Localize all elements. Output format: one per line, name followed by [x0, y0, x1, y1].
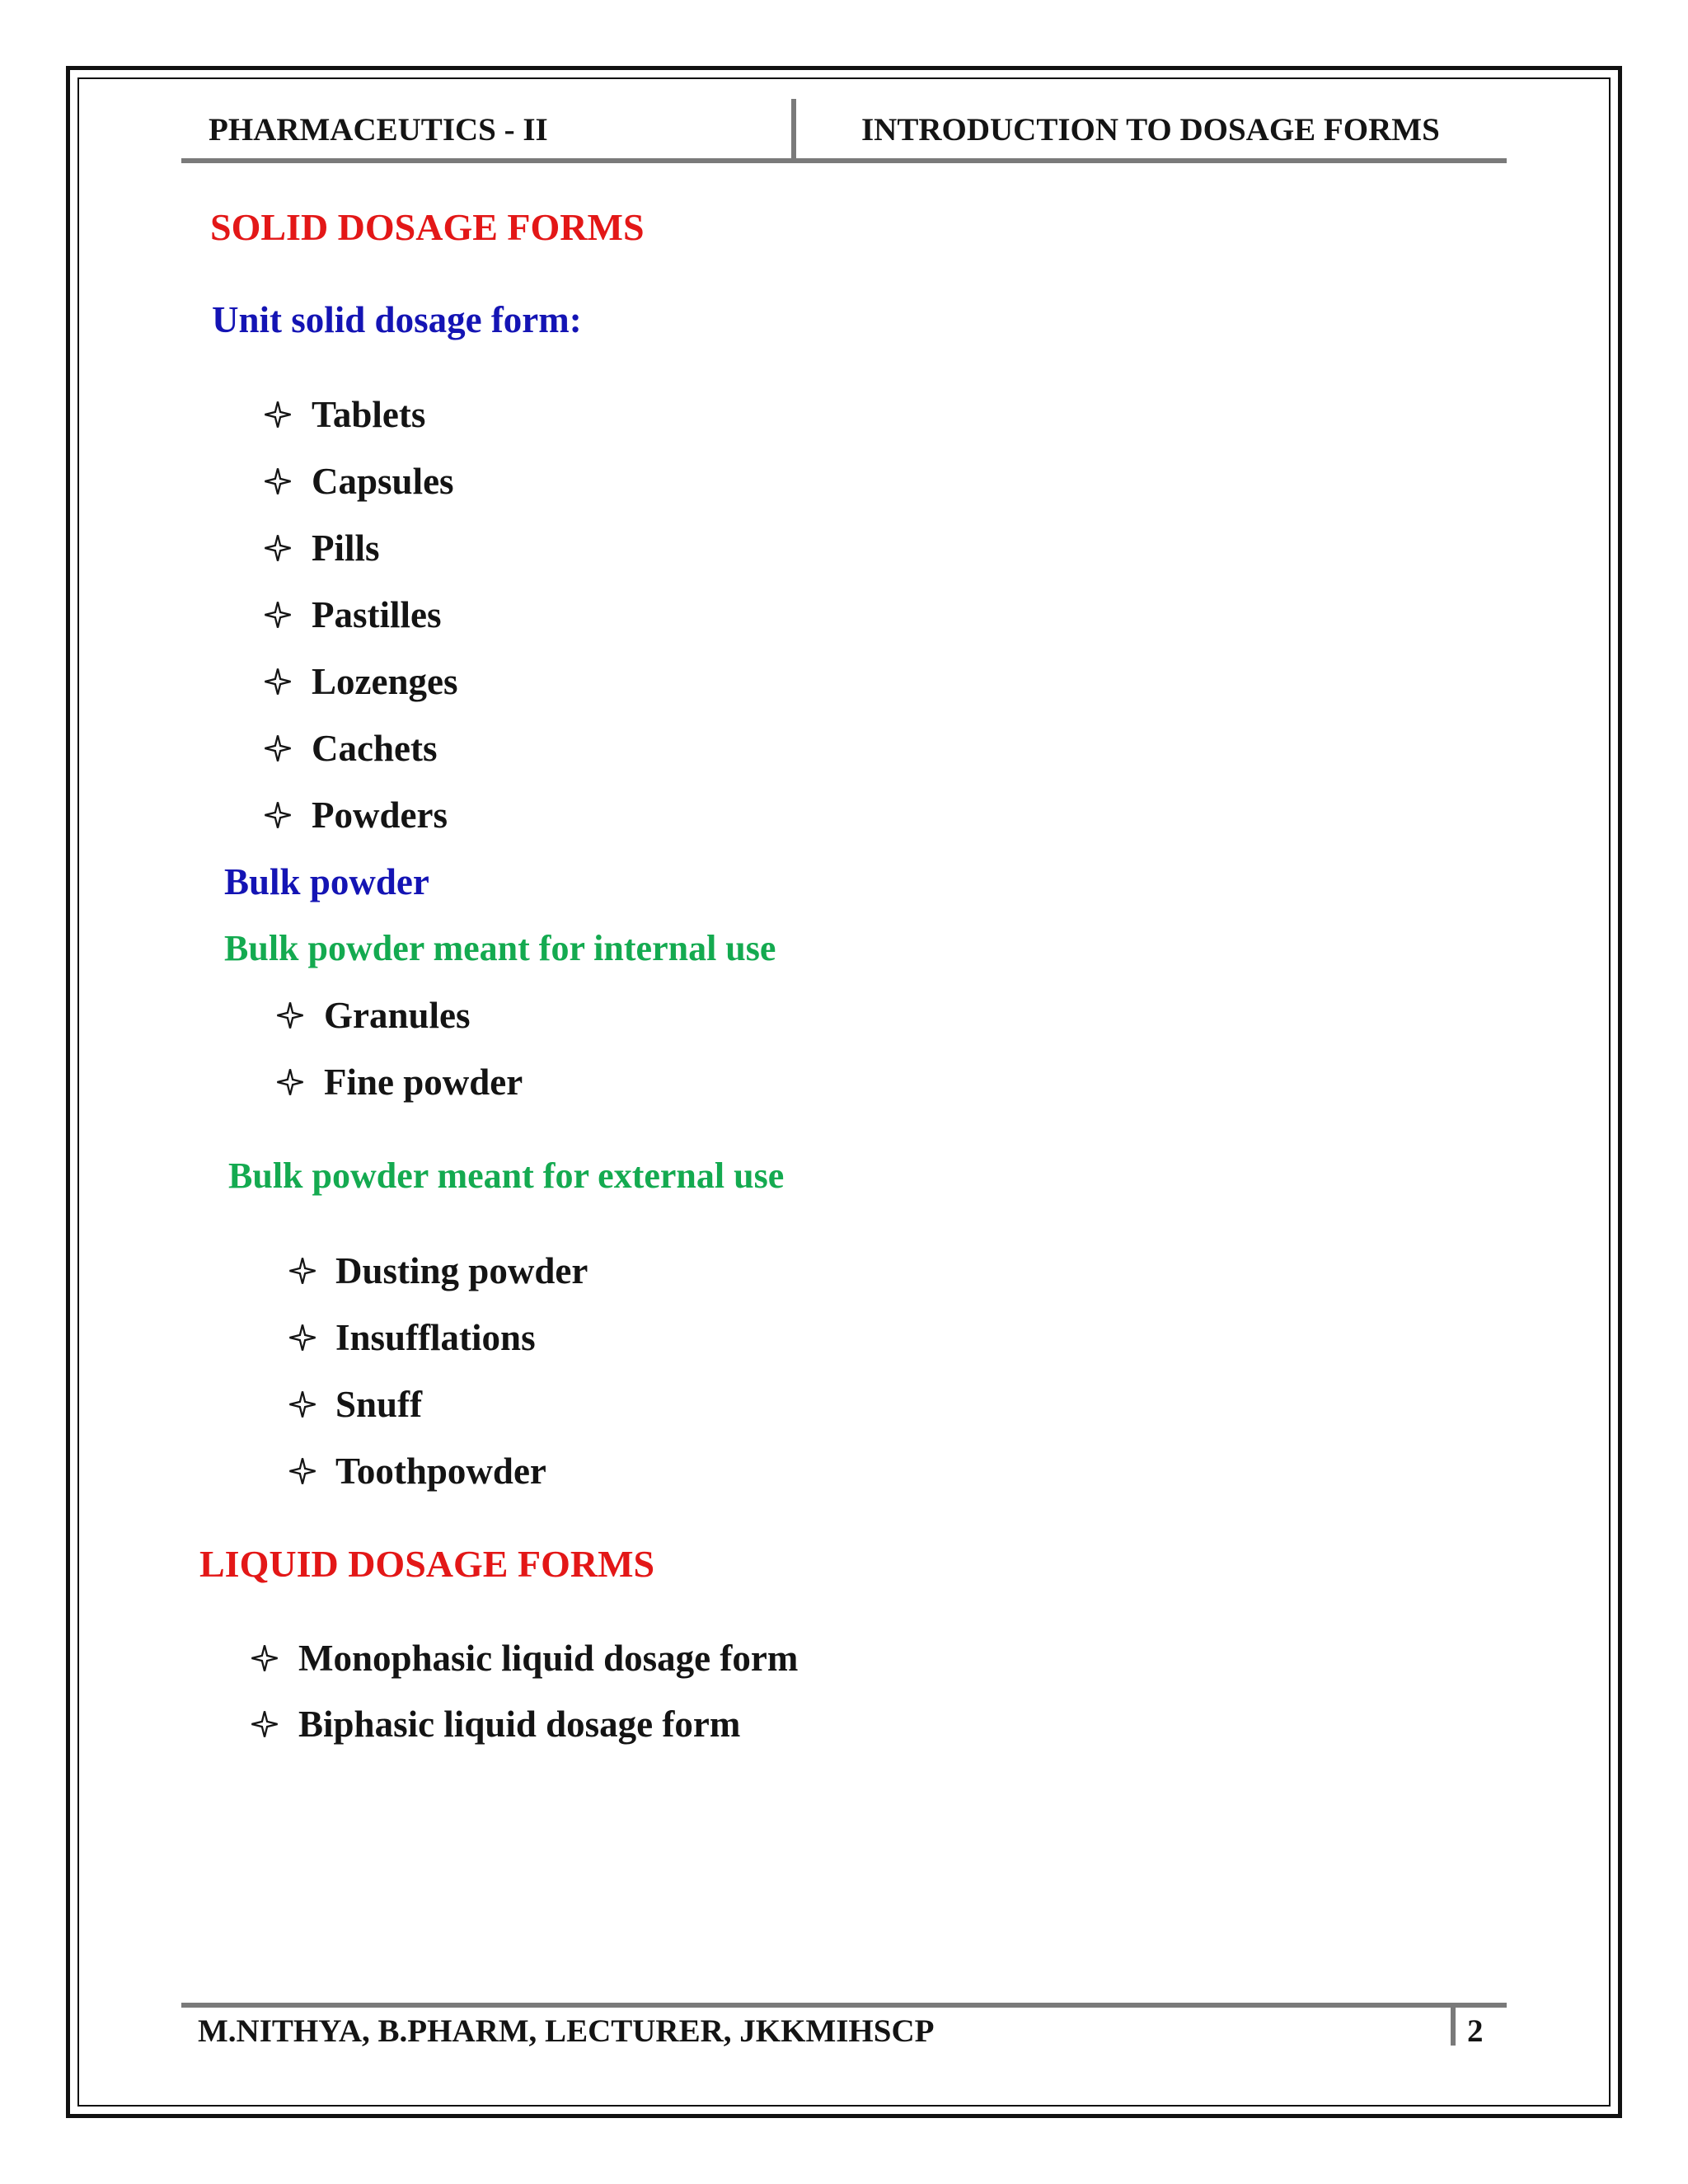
- list-item: Insufflations: [335, 1317, 536, 1358]
- header-rule: [181, 158, 1507, 163]
- list-item: Granules: [324, 995, 471, 1036]
- header-divider: [791, 99, 796, 160]
- external-use-heading: Bulk powder meant for external use: [228, 1155, 785, 1196]
- list-item: Fine powder: [324, 1062, 523, 1103]
- star-bullet-icon: [276, 1068, 304, 1096]
- page-number: 2: [1467, 2013, 1484, 2049]
- star-bullet-icon: [288, 1324, 316, 1352]
- list-item: Monophasic liquid dosage form: [298, 1638, 799, 1679]
- list-item: Pills: [312, 527, 380, 569]
- star-bullet-icon: [264, 801, 292, 829]
- page-border-inner: [77, 77, 1611, 2107]
- unit-solid-heading: Unit solid dosage form:: [212, 299, 582, 340]
- footer-divider: [1451, 2004, 1456, 2046]
- star-bullet-icon: [264, 534, 292, 562]
- list-item: Tablets: [312, 394, 426, 435]
- list-item: Snuff: [335, 1384, 423, 1425]
- footer-rule: [181, 2003, 1507, 2008]
- star-bullet-icon: [264, 668, 292, 696]
- star-bullet-icon: [264, 734, 292, 762]
- list-item: Cachets: [312, 728, 438, 769]
- bulk-powder-heading: Bulk powder: [224, 861, 429, 902]
- star-bullet-icon: [264, 467, 292, 495]
- star-bullet-icon: [264, 601, 292, 629]
- star-bullet-icon: [276, 1001, 304, 1029]
- internal-use-heading: Bulk powder meant for internal use: [224, 928, 776, 968]
- list-item: Pastilles: [312, 594, 442, 635]
- liquid-section-title: LIQUID DOSAGE FORMS: [199, 1543, 655, 1585]
- list-item: Toothpowder: [335, 1451, 546, 1492]
- star-bullet-icon: [288, 1257, 316, 1285]
- star-bullet-icon: [288, 1390, 316, 1418]
- star-bullet-icon: [251, 1710, 279, 1738]
- list-item: Powders: [312, 794, 448, 836]
- star-bullet-icon: [288, 1457, 316, 1485]
- list-item: Dusting powder: [335, 1250, 588, 1291]
- list-item: Capsules: [312, 461, 454, 502]
- list-item: Biphasic liquid dosage form: [298, 1704, 741, 1745]
- header-subject: PHARMACEUTICS - II: [209, 112, 548, 148]
- header-topic: INTRODUCTION TO DOSAGE FORMS: [861, 112, 1440, 148]
- star-bullet-icon: [264, 401, 292, 429]
- solid-section-title: SOLID DOSAGE FORMS: [210, 206, 645, 248]
- footer-author: M.NITHYA, B.PHARM, LECTURER, JKKMIHSCP: [198, 2013, 935, 2049]
- list-item: Lozenges: [312, 661, 458, 702]
- star-bullet-icon: [251, 1644, 279, 1672]
